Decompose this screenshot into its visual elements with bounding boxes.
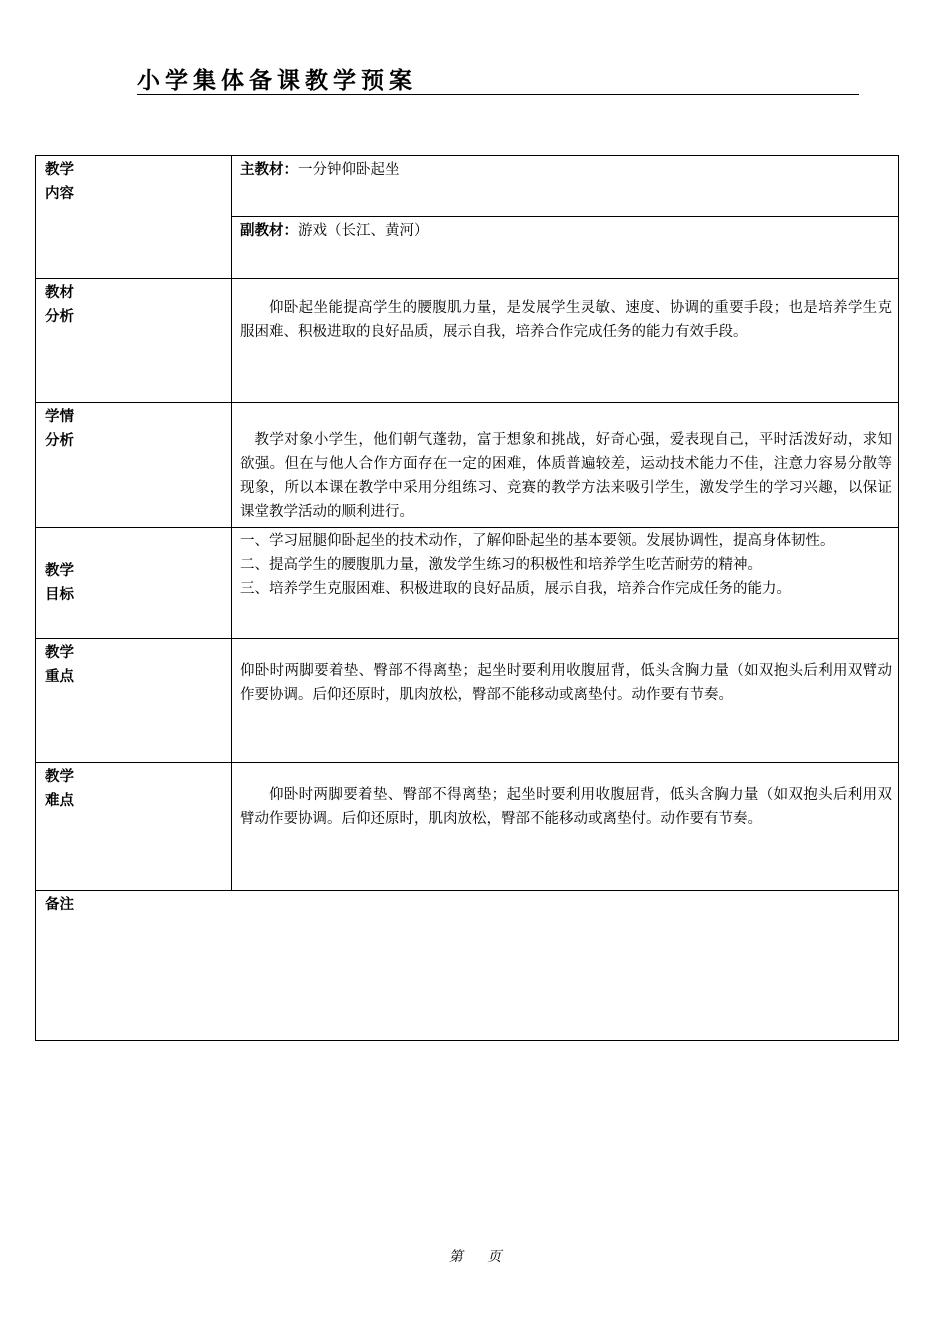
goal-item: 一、学习屈腿仰卧起坐的技术动作，了解仰卧起坐的基本要领。发展协调性，提高身体韧性。	[240, 533, 835, 549]
row-teaching-goals	[36, 528, 899, 639]
notes-label: 备注	[45, 897, 74, 913]
key-points-cell	[232, 639, 899, 763]
label-cell-goals	[36, 528, 232, 639]
row-label-line: 教学	[45, 769, 74, 785]
label-cell-difficulties	[36, 763, 232, 891]
notes-cell	[36, 891, 899, 1041]
material-analysis-text: 仰卧起坐能提高学生的腰腹肌力量，是发展学生灵敏、速度、协调的重要手段；也是培养学生克服困难、积极进取的良好品质，展示自我，培养合作完成任务的能力有效手段。	[240, 300, 892, 340]
row-label-line: 难点	[45, 793, 74, 809]
row-label-line: 分析	[45, 433, 74, 449]
row-label-line: 教学	[45, 645, 74, 661]
sub-material-cell	[232, 217, 899, 279]
key-points-text: 仰卧时两脚要着垫、臀部不得离垫；起坐时要利用收腹屈背，低头含胸力量（如双抱头后利用双臂动作要协调。后仰还原时，肌肉放松，臀部不能移动或离垫付。动作要有节奏。	[240, 663, 892, 703]
label-cell-student	[36, 403, 232, 528]
difficulties-cell	[232, 763, 899, 891]
title-underline	[137, 94, 859, 95]
row-label-line: 分析	[45, 309, 74, 325]
student-analysis-cell	[232, 403, 899, 528]
row-difficulties	[36, 763, 899, 891]
lesson-plan-table	[35, 155, 899, 1041]
row-label-line: 教学	[45, 162, 74, 178]
goal-item: 二、提高学生的腰腹肌力量，激发学生练习的积极性和培养学生吃苦耐劳的精神。	[240, 557, 762, 573]
page-footer: 第 页	[448, 1249, 502, 1265]
goal-item: 三、培养学生克服困难、积极进取的良好品质，展示自我，培养合作完成任务的能力。	[240, 581, 791, 597]
main-material-cell	[232, 156, 899, 217]
label-cell-material	[36, 279, 232, 403]
row-content-main	[36, 156, 899, 217]
row-label-line: 目标	[45, 587, 74, 603]
page-title: 小学集体备课教学预案	[137, 68, 417, 94]
row-label-line: 教材	[45, 285, 74, 301]
row-label-line: 学情	[45, 409, 74, 425]
row-key-points	[36, 639, 899, 763]
student-analysis-text: 教学对象小学生，他们朝气蓬勃，富于想象和挑战，好奇心强，爱表现自己，平时活泼好动，求知欲强。但在与他人合作方面存在一定的困难，体质普遍较差，运动技术能力不佳，注意力容易分散等现象，所以本课在教学中采用分组练习、竞赛的教学方法来吸引学生，激发学生的学习兴趣，以保证课堂教学活动的顺利进行。	[240, 432, 892, 520]
row-label-line: 内容	[45, 186, 74, 202]
material-analysis-cell	[232, 279, 899, 403]
row-label-line: 重点	[45, 669, 74, 685]
main-material-value: 一分钟仰卧起坐	[298, 162, 400, 178]
teaching-goals-cell	[232, 528, 899, 639]
difficulties-text: 仰卧时两脚要着垫、臀部不得离垫；起坐时要利用收腹屈背，低头含胸力量（如双抱头后利用双臂动作要协调。后仰还原时，肌肉放松，臀部不能移动或离垫付。动作要有节奏。	[240, 787, 892, 827]
row-student-analysis	[36, 403, 899, 528]
row-material-analysis	[36, 279, 899, 403]
row-notes	[36, 891, 899, 1041]
sub-material-value: 游戏（长江、黄河）	[298, 223, 429, 239]
row-label-line: 教学	[45, 563, 74, 579]
sub-material-label: 副教材：	[240, 223, 298, 239]
label-cell-key-points	[36, 639, 232, 763]
main-material-label: 主教材：	[240, 162, 298, 178]
label-cell-content	[36, 156, 232, 279]
